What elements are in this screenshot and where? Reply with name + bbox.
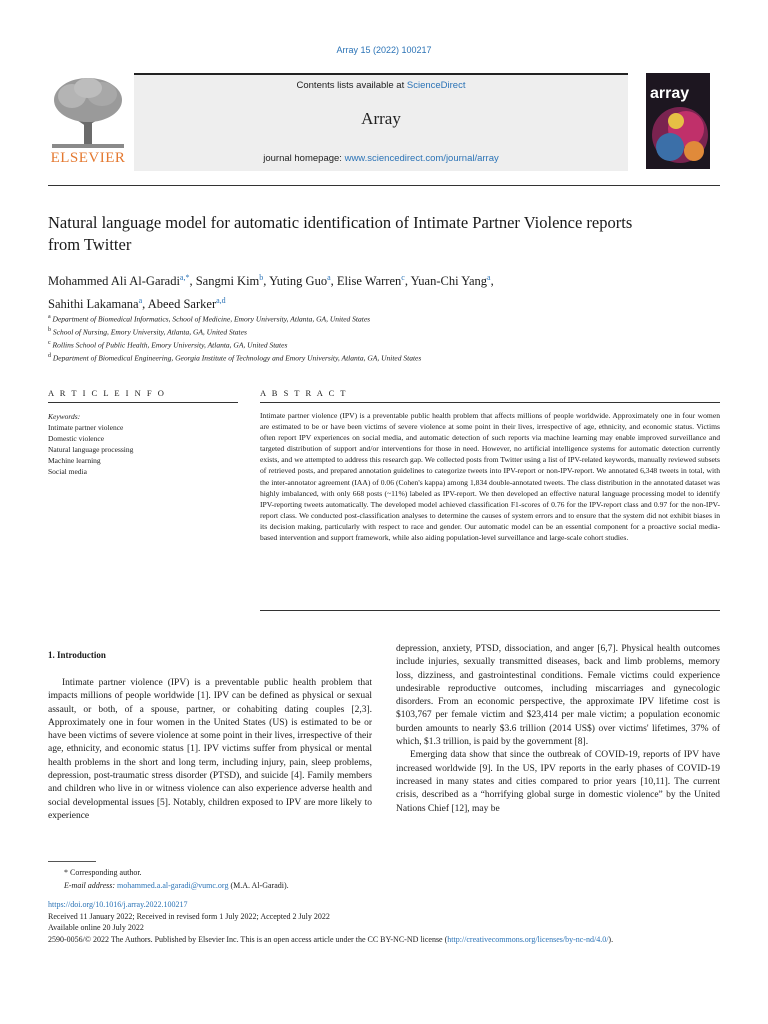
affiliation-text: Rollins School of Public Health, Emory University, Atlanta, GA, United States <box>52 340 288 350</box>
author-affil-ref[interactable]: a,* <box>179 273 190 282</box>
homepage-link[interactable]: www.sciencedirect.com/journal/array <box>344 153 499 164</box>
affiliation-text: Department of Biomedical Informatics, School of Medicine, Emory University, Atlanta, GA, United States <box>52 314 371 324</box>
affiliation-marker: d <box>48 353 51 359</box>
header-divider <box>48 185 720 186</box>
author[interactable]: Sahithi Lakamana <box>48 297 139 312</box>
license-suffix: ). <box>608 934 614 944</box>
license-statement <box>48 934 720 946</box>
author-affil-ref[interactable]: a <box>138 296 143 306</box>
body-paragraph: Intimate partner violence (IPV) is a preventable public health problem that impacts millions of people worldwide [1]. IPV can be defined as physical or sexual assault, or both, of a spouse, partner, or cohabiting dating couples [2,3]. Approximately one in four women in the United States (US) is estimated to be or have been victims of severe violence at some point in their lives, irrespective of their age, ethnicity, and economic status [1]. IPV victims suffer from physical or mental health problems in the short and long term, including injury, pain, sleep problems, depression, post-traumatic stress disorder (PTSD), and suicide [4]. Family members and children who live in or witness violence can also experience adverse health and social developmental issues [5]. Notably, children exposed to IPV are more likely to experience <box>48 678 372 821</box>
body-column-right <box>396 643 720 816</box>
keyword[interactable]: Natural language processing <box>48 445 134 454</box>
abstract-divider <box>260 610 720 611</box>
author[interactable]: Abeed Sarker <box>147 297 217 312</box>
footnote-divider <box>48 861 96 862</box>
author[interactable]: Mohammed Ali Al-Garadi <box>48 274 180 289</box>
affiliation-text: Department of Biomedical Engineering, Georgia Institute of Technology and Emory University, Atlanta, GA, United States <box>52 353 422 363</box>
affiliation-list <box>48 312 708 364</box>
authors-line-2: Sahithi Lakamana$^a$, Abeed Sarker$^{a,d}$ <box>48 296 226 312</box>
cover-title: array <box>650 85 690 102</box>
affiliation-marker: b <box>48 327 51 333</box>
affiliation-marker: c <box>48 340 51 346</box>
journal-reference[interactable]: Array 15 (2022) 100217 <box>336 45 432 55</box>
article-metadata <box>48 899 720 945</box>
author-list <box>48 268 688 314</box>
keyword[interactable]: Machine learning <box>48 456 101 465</box>
affiliation <box>48 338 708 351</box>
tree-icon <box>48 74 128 150</box>
author-affil-ref[interactable]: a <box>327 273 331 282</box>
email-link[interactable]: mohammed.a.al-garadi@vumc.org <box>117 881 229 890</box>
license-link[interactable]: http://creativecommons.org/licenses/by-nc-nd/4.0/ <box>447 934 609 944</box>
abstract-heading: A B S T R A C T <box>260 388 348 398</box>
section-heading: 1. Introduction <box>48 650 106 660</box>
available-online: Available online 20 July 2022 <box>48 923 144 932</box>
corresponding-author-note: * Corresponding author. <box>64 868 142 877</box>
keyword[interactable]: Intimate partner violence <box>48 423 124 432</box>
email-line <box>48 879 448 892</box>
body-paragraph: Emerging data show that since the outbreak of COVID-19, reports of IPV have increased worldwide [9]. In the US, IPV reports in the early phases of COVID-19 increased in many states and cities compared to prior years [10,11]. The current crisis, described as a “horrifying global surge in domestic violence” by the United Nations Chief [12], may be <box>396 750 720 814</box>
keywords-label: Keywords: <box>48 412 81 421</box>
received-dates: Received 11 January 2022; Received in revised form 1 July 2022; Accepted 2 July 2022 <box>48 911 330 921</box>
body-paragraph: depression, anxiety, PTSD, dissociation, and anger [6,7]. Physical health outcomes include injuries, sexually transmitted diseases, back and limb problems, memory loss, dizziness, and gastrointestinal conditions. Female victims could experience undesirable reproductive outcomes, including miscarriages and gynecologic disorders. From an economic perspective, the approximate IPV lifetime cost is $103,767 per female victim and $23,414 per male victim; a population economic burden amounts to nearly $3.6 trillion (2014 US$) over victims' lifetimes, 37% of which, $1.3 trillion, is paid by the government [8]. <box>396 644 720 748</box>
author-affil-ref[interactable]: b <box>259 273 264 282</box>
article-info-heading: A R T I C L E I N F O <box>48 388 166 398</box>
keyword[interactable]: Social media <box>48 467 87 476</box>
journal-homepage <box>134 153 628 164</box>
journal-name: Array <box>361 109 401 128</box>
affiliation <box>48 325 708 338</box>
body-column-left <box>48 677 372 823</box>
email-suffix: (M.A. Al-Garadi). <box>228 881 289 890</box>
affiliation <box>48 312 708 325</box>
footnote <box>48 866 448 892</box>
author-affil-ref[interactable]: a <box>487 273 491 282</box>
author[interactable]: Sangmi Kim <box>195 274 260 289</box>
sciencedirect-link[interactable]: ScienceDirect <box>406 80 466 91</box>
author[interactable]: Yuting Guo <box>269 274 328 289</box>
publisher-name: ELSEVIER <box>50 150 126 166</box>
abstract-text: Intimate partner violence (IPV) is a preventable public health problem that affects millions of people worldwide. Approximately one in four women are estimated to be or have been victims of severe violence at some point in their lives, irrespective of age, ethnicity, and economic status. Victims often report IPV experiences on social media, and automatic detection of such reports via machine learning may enable improved surveillance and targeted distribution of support and/or interventions for those in need. However, no artificial intelligence systems for automatic detection currently exists, and we attempted to address this research gap. We collected posts from Twitter using a list of IPV-related keywords, manually reviewed subsets of retrieved posts, and prepared annotation guidelines to categorize tweets into IPV-report or non-IPV-report. We annotated 6,348 tweets in total, with the inter-annotator agreement (IAA) of 0.06 (Cohen's kappa) among 1,834 double-annotated tweets. The class distribution in the annotated dataset was highly imbalanced, with only 668 posts (~11%) labeled as IPV-report. We then developed an effective natural language processing model to identify IPV-reporting tweets automatically. The developed model achieved classification F1-scores of 0.76 for the IPV-report class and 0.97 for the non-IPV-report class. We conducted post-classification analyses to determine the causes of system errors and to ensure that the system did not exhibit biases in its decision making, particularly with respect to race and gender. Our automatic model can be an essential component for a proactive social media-based intervention and support framework, while also aiding population-level surveillance and large-scale cohort studies. <box>260 411 720 543</box>
affiliation-marker: a <box>48 314 51 320</box>
abstract <box>260 402 720 543</box>
journal-cover[interactable] <box>646 73 710 169</box>
author-affil-ref[interactable]: c <box>401 273 405 282</box>
keyword[interactable]: Domestic violence <box>48 434 105 443</box>
article-info <box>48 402 238 477</box>
email-label: E-mail address: <box>64 881 118 890</box>
affiliation-text: School of Nursing, Emory University, Atlanta, GA, United States <box>52 327 247 337</box>
homepage-prefix: journal homepage: <box>263 153 345 164</box>
article-title: Natural language model for automatic identification of Intimate Partner Violence reports from Twitter <box>48 213 633 254</box>
author-affil-ref[interactable]: a,d <box>216 296 226 306</box>
journal-header <box>134 73 628 171</box>
author[interactable]: Yuan-Chi Yang <box>410 274 488 289</box>
license-prefix: 2590-0056/© 2022 The Authors. Published by Elsevier Inc. This is an open access article under the CC BY-NC-ND license ( <box>48 934 448 944</box>
doi-link[interactable]: https://doi.org/10.1016/j.array.2022.100217 <box>48 900 188 909</box>
affiliation <box>48 351 708 364</box>
author[interactable]: Elise Warren <box>336 274 402 289</box>
contents-prefix: Contents lists available at <box>296 80 407 91</box>
contents-availability <box>134 80 628 91</box>
elsevier-logo[interactable] <box>48 74 128 166</box>
authors-line-1: Mohammed Ali Al-Garadi$^{a,*}$, Sangmi Kim$^b$, Yuting Guo$^a$, Elise Warren$^c$, Yuan-Chi Yang$^a$, <box>48 273 494 289</box>
